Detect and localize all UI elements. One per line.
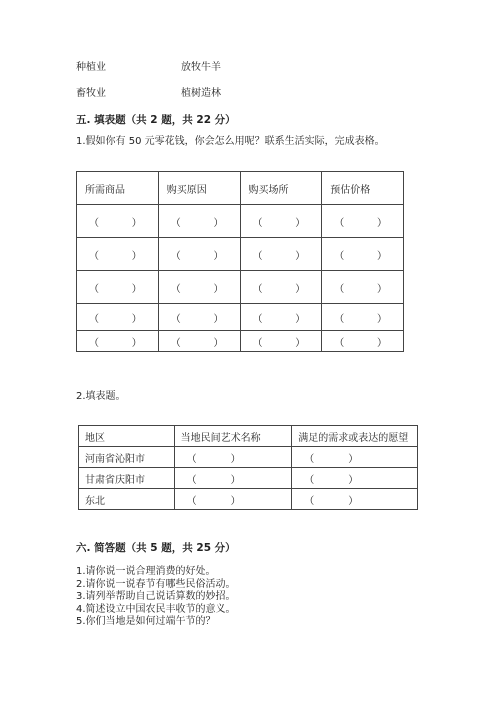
header-item: 所需商品 — [77, 172, 159, 205]
blank-cell[interactable]: （ ） — [292, 447, 418, 468]
header-place: 购买场所 — [240, 172, 322, 205]
match-right-1: 放牧牛羊 — [181, 62, 221, 73]
blank-cell[interactable]: （ ） — [322, 304, 404, 331]
blank-cell[interactable]: （ ） — [174, 447, 292, 468]
question-2: 2.填表题。 — [76, 391, 126, 402]
blank-cell[interactable]: （ ） — [240, 238, 322, 271]
blank-cell[interactable]: （ ） — [322, 238, 404, 271]
blank-cell[interactable]: （ ） — [77, 304, 159, 331]
section6-title: 六. 简答题（共 5 题，共 25 分） — [76, 542, 236, 554]
blank-cell[interactable]: （ ） — [240, 331, 322, 352]
header-price: 预估价格 — [322, 172, 404, 205]
list-item: 3.请列举帮助自己说话算数的妙招。 — [76, 591, 236, 602]
match-left-2: 畜牧业 — [76, 88, 106, 99]
blank-cell[interactable]: （ ） — [158, 331, 240, 352]
section5-title: 五. 填表题（共 2 题，共 22 分） — [76, 114, 236, 126]
header-region: 地区 — [79, 426, 175, 447]
list-item: 5.你们当地是如何过端午节的？ — [76, 616, 216, 627]
match-right-2: 植树造林 — [181, 88, 221, 99]
blank-cell[interactable]: （ ） — [158, 205, 240, 238]
short-answer-list — [76, 566, 236, 629]
blank-cell[interactable]: （ ） — [240, 304, 322, 331]
blank-cell[interactable]: （ ） — [240, 205, 322, 238]
table-row — [79, 447, 418, 468]
region-cell: 甘肃省庆阳市 — [79, 468, 175, 489]
blank-cell[interactable]: （ ） — [174, 468, 292, 489]
table-header-row — [77, 172, 404, 205]
header-art-name: 当地民间艺术名称 — [174, 426, 292, 447]
blank-cell[interactable]: （ ） — [77, 205, 159, 238]
list-item: 4.简述设立中国农民丰收节的意义。 — [76, 603, 236, 615]
blank-cell[interactable]: （ ） — [292, 468, 418, 489]
region-cell: 河南省沁阳市 — [79, 447, 175, 468]
table-row — [79, 489, 418, 510]
blank-cell[interactable]: （ ） — [322, 205, 404, 238]
header-reason: 购买原因 — [158, 172, 240, 205]
table-row — [77, 205, 404, 238]
table-row — [79, 468, 418, 489]
blank-cell[interactable]: （ ） — [158, 304, 240, 331]
list-item: 2.请你说一说春节有哪些民俗活动。 — [76, 578, 236, 590]
blank-cell[interactable]: （ ） — [77, 271, 159, 304]
blank-cell[interactable]: （ ） — [77, 331, 159, 352]
region-cell: 东北 — [79, 489, 175, 510]
blank-cell[interactable]: （ ） — [158, 271, 240, 304]
blank-cell[interactable]: （ ） — [174, 489, 292, 510]
question-1: 1.假如你有 50 元零花钱，你会怎么用呢？联系生活实际，完成表格。 — [76, 136, 385, 147]
table-row — [77, 331, 404, 352]
table-row — [77, 238, 404, 271]
blank-cell[interactable]: （ ） — [322, 271, 404, 304]
table-folk-art — [78, 425, 418, 510]
table-row — [77, 271, 404, 304]
table-row — [77, 304, 404, 331]
table-header-row — [79, 426, 418, 447]
blank-cell[interactable]: （ ） — [240, 271, 322, 304]
table-purchase — [76, 171, 404, 352]
blank-cell[interactable]: （ ） — [77, 238, 159, 271]
match-left-1: 种植业 — [76, 62, 106, 73]
blank-cell[interactable]: （ ） — [158, 238, 240, 271]
list-item: 1.请你说一说合理消费的好处。 — [76, 566, 216, 577]
blank-cell[interactable]: （ ） — [322, 331, 404, 352]
header-wish: 满足的需求或表达的愿望 — [292, 426, 418, 447]
blank-cell[interactable]: （ ） — [292, 489, 418, 510]
